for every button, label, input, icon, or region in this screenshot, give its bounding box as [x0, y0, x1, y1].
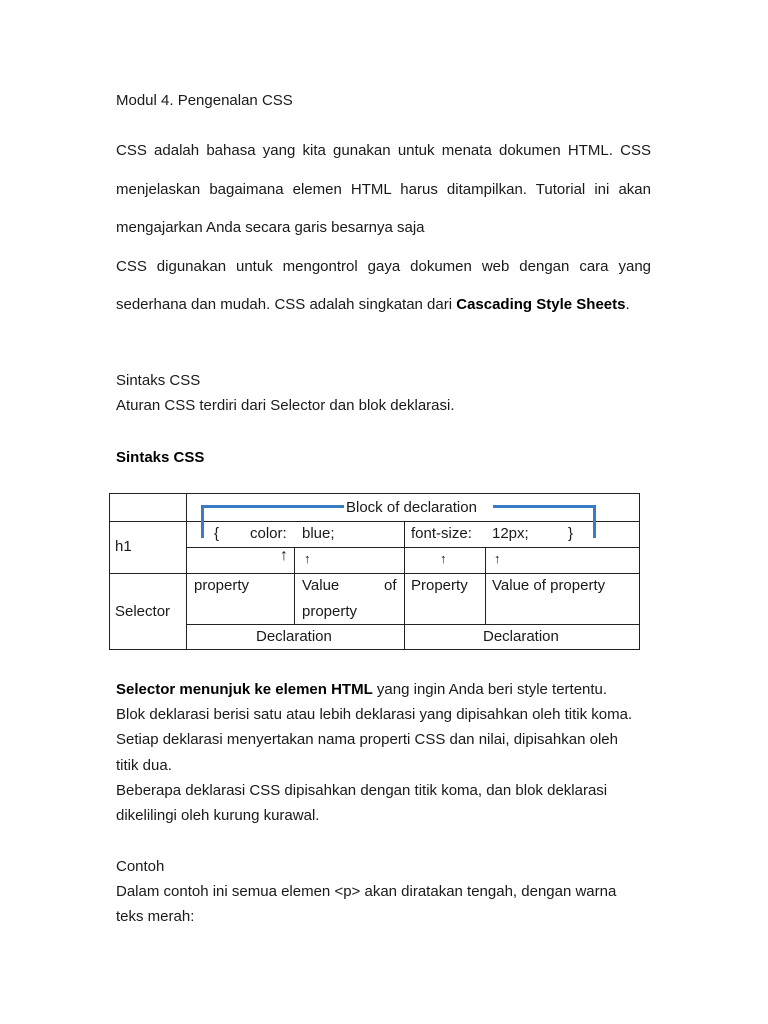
arrow-up-icon: ↑	[440, 551, 447, 566]
selector-label: Selector	[115, 603, 171, 620]
arrow-up-icon: ↑	[280, 547, 288, 564]
explain-line-2: Blok deklarasi berisi satu atau lebih deklarasi yang dipisahkan oleh titik koma.	[116, 706, 633, 723]
close-brace: }	[568, 525, 574, 542]
intro-line-5	[116, 296, 630, 313]
explain-line-5: Beberapa deklarasi CSS dipisahkan dengan titik koma, dan blok deklarasi	[116, 782, 608, 799]
page-title: Modul 4. Pengenalan CSS	[116, 92, 293, 109]
example-line-1: Dalam contoh ini semua elemen <p> akan diratakan tengah, dengan warna	[116, 883, 617, 900]
declaration-label-1: Declaration	[256, 628, 332, 645]
explain-line-6: dikelilingi oleh kurung kurawal.	[116, 807, 320, 824]
explain-line-3: Setiap deklarasi menyertakan nama properti CSS dan nilai, dipisahkan oleh	[116, 731, 618, 748]
example-line-2: teks merah:	[116, 908, 195, 925]
arrow-up-icon: ↑	[494, 551, 501, 566]
intro-line-4: CSS digunakan untuk mengontrol gaya dokumen web dengan cara yang	[116, 258, 651, 275]
cell-blank-top-left	[109, 493, 187, 522]
explain-line-1	[116, 681, 607, 698]
syntax-bold-heading: Sintaks CSS	[116, 449, 205, 466]
property-label: property	[194, 577, 250, 594]
intro-line-3: mengajarkan Anda secara garis besarnya saja	[116, 219, 425, 236]
declaration-label-2: Declaration	[483, 628, 559, 645]
syntax-heading: Sintaks CSS	[116, 372, 201, 389]
syntax-description: Aturan CSS terdiri dari Selector dan blok deklarasi.	[116, 397, 455, 414]
value-label-word: Value	[302, 577, 340, 594]
explain-bold: Selector menunjuk ke elemen HTML	[116, 681, 373, 698]
val-12px: 12px;	[492, 525, 529, 542]
open-brace: {	[214, 525, 220, 542]
value-label-property: property	[302, 603, 358, 620]
intro-line-5-bold: Cascading Style Sheets	[456, 296, 626, 313]
explain-line-4: titik dua.	[116, 757, 172, 774]
css-syntax-table	[109, 493, 640, 650]
intro-line-5-suffix: .	[625, 296, 630, 313]
cell-arrow-2	[294, 547, 405, 574]
block-of-declaration-label: Block of declaration	[346, 499, 477, 516]
example-heading: Contoh	[116, 858, 165, 875]
value-label-of: of	[384, 577, 397, 594]
explain-rest: yang ingin Anda beri style tertentu.	[372, 681, 608, 698]
selector-h1: h1	[115, 538, 132, 555]
cell-arrow-1	[186, 547, 295, 574]
cell-arrow-4	[485, 547, 640, 574]
intro-line-1: CSS adalah bahasa yang kita gunakan untuk menata dokumen HTML. CSS	[116, 142, 651, 159]
arrow-up-icon: ↑	[304, 551, 311, 566]
value-of-property-label: Value of property	[492, 577, 606, 594]
prop-font-size: font-size:	[411, 525, 472, 542]
intro-line-5-prefix: sederhana dan mudah. CSS adalah singkatan dari	[116, 296, 457, 313]
intro-line-2: menjelaskan bagaimana elemen HTML harus ditampilkan. Tutorial ini akan	[116, 181, 651, 198]
prop-color: color:	[250, 525, 287, 542]
property-label-2: Property	[411, 577, 468, 594]
val-blue: blue;	[302, 525, 335, 542]
